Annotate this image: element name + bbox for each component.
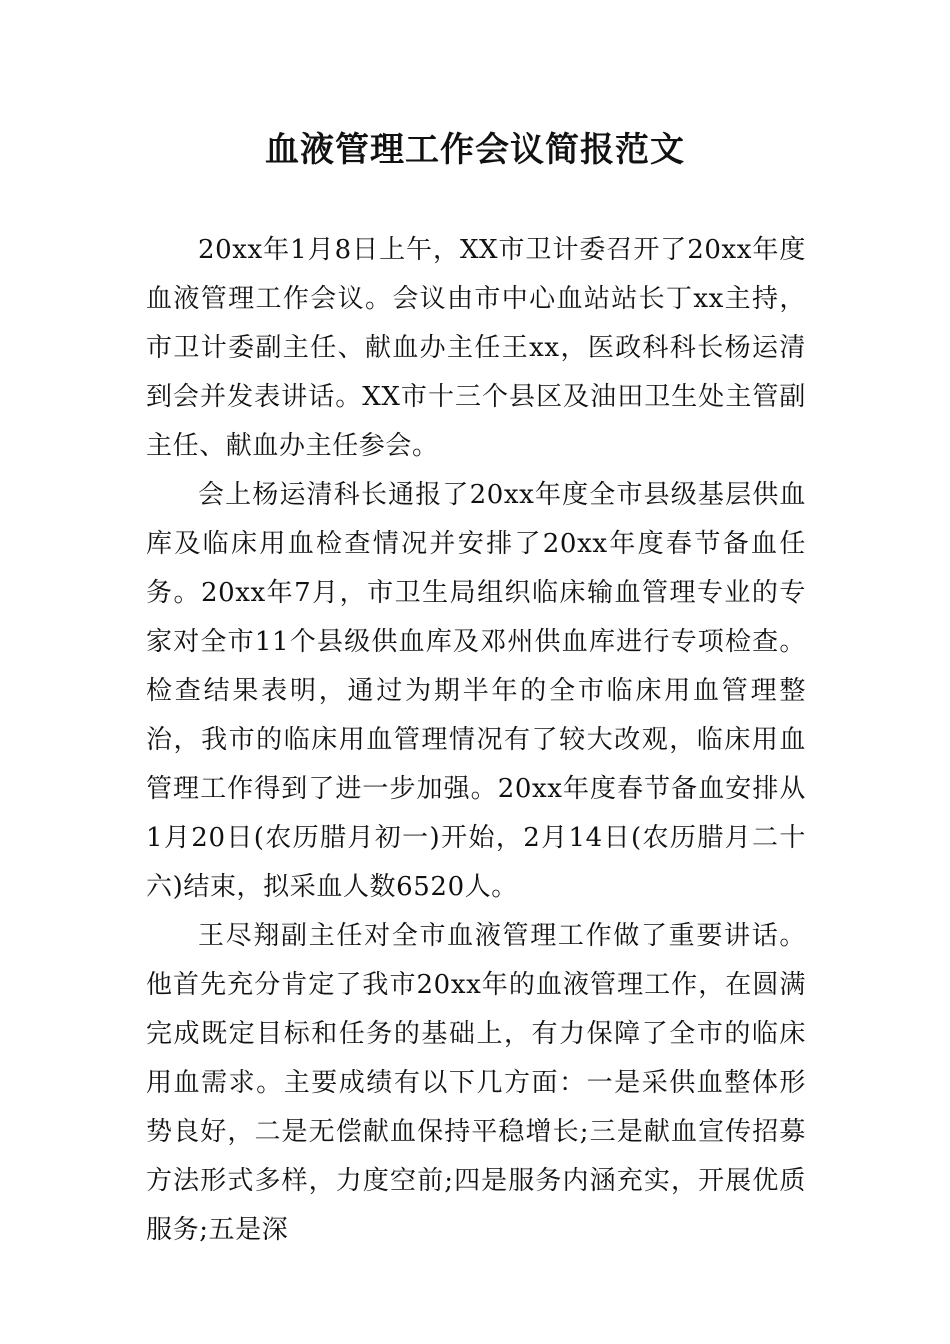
paragraph-inspection-report: 会上杨运清科长通报了20xx年度全市县级基层供血库及临床用血检查情况并安排了20xx年度春节备血任务。20xx年7月，市卫生局组织临床输血管理专业的专家对全市11个县级供血库及邓州供血库进行专项检查。检查结果表明，通过为期半年的全市临床用血管理整治，我市的临床用血管理情况有了较大改观，临床用血管理工作得到了进一步加强。20xx年度春节备血安排从1月20日(农历腊月初一)开始，2月14日(农历腊月二十六)结束，拟采血人数6520人。 bbox=[146, 480, 806, 902]
document-title: 血液管理工作会议简报范文 bbox=[265, 130, 685, 170]
paragraph-director-speech: 王尽翔副主任对全市血液管理工作做了重要讲话。他首先充分肯定了我市20xx年的血液管理工作，在圆满完成既定目标和任务的基础上，有力保障了全市的临床用血需求。主要成绩有以下几方面：一是采供血整体形势良好，二是无偿献血保持平稳增长;三是献血宣传招募方法形式多样，力度空前;四是服务内涵充实，开展优质服务;五是深 bbox=[146, 921, 806, 1245]
document-body bbox=[146, 226, 806, 1255]
paragraph-meeting-overview: 20xx年1月8日上午，XX市卫计委召开了20xx年度血液管理工作会议。会议由市中心血站站长丁xx主持，市卫计委副主任、献血办主任王xx，医政科科长杨运清到会并发表讲话。XX市十三个县区及油田卫生处主管副主任、献血办主任参会。 bbox=[146, 235, 806, 461]
